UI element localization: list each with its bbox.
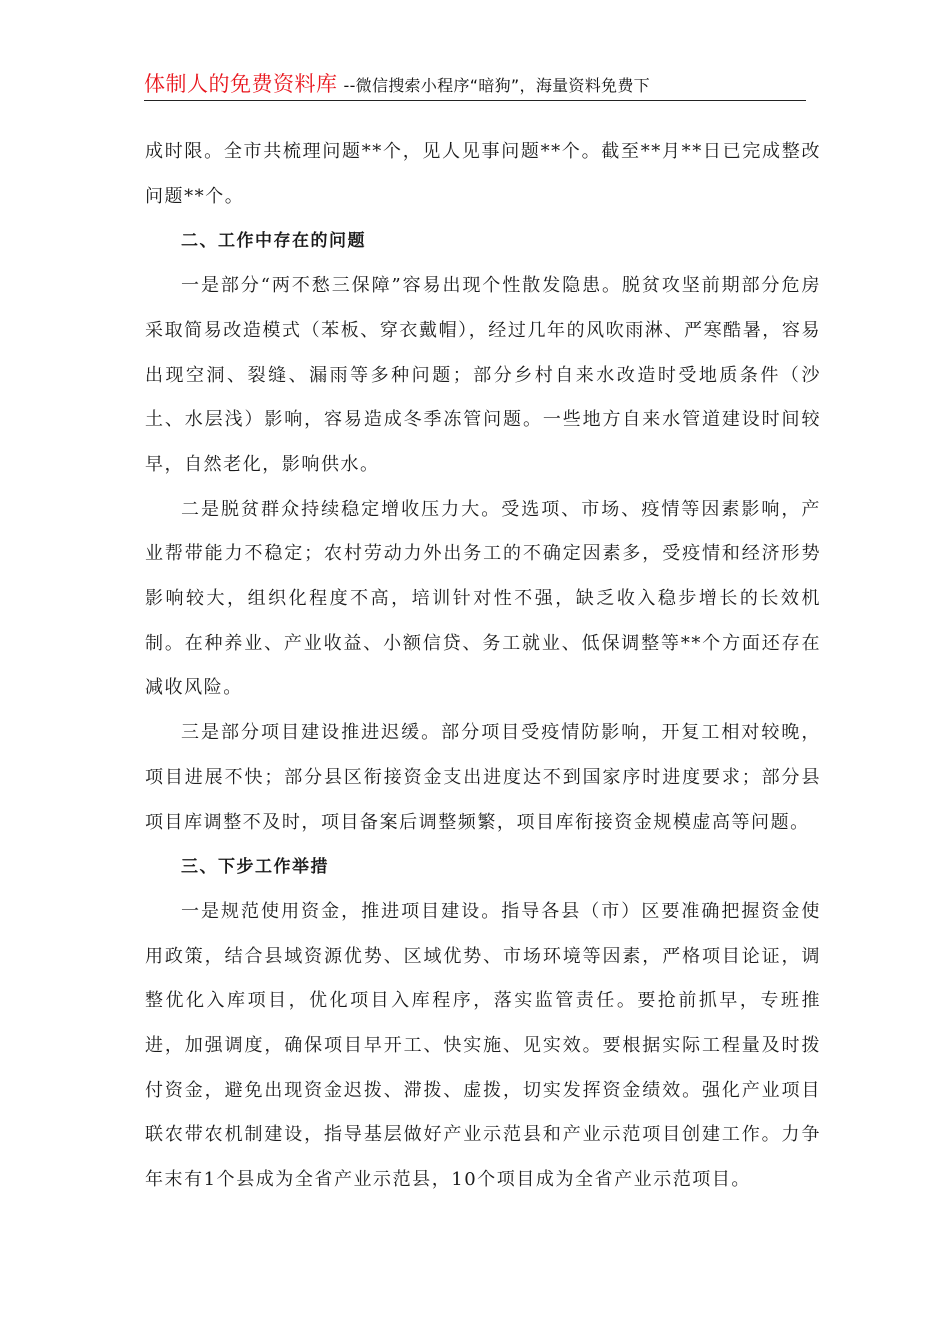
document-body xyxy=(145,130,821,1203)
paragraph-problem-1: 一是部分“两不愁三保障”容易出现个性散发隐患。脱贫攻坚前期部分危房采取简易改造模式（苯板、穿衣戴帽），经过几年的风吹雨淋、严寒酷暑，容易出现空洞、裂缝、漏雨等多种问题；部分乡村自来水改造时受地质条件（沙土、水层浅）影响，容易造成冬季冻管问题。一些地方自来水管道建设时间较早，自然老化，影响供水。 xyxy=(145,275,821,475)
section-heading-problems: 二、工作中存在的问题 xyxy=(181,231,366,252)
paragraph-continuation: 成时限。全市共梳理问题**个，见人见事问题**个。截至**月**日已完成整改问题**个。 xyxy=(145,141,821,207)
paragraph-measure-1: 一是规范使用资金，推进项目建设。指导各县（市）区要准确把握资金使用政策，结合县域资源优势、区域优势、市场环境等因素，严格项目论证，调整优化入库项目，优化项目入库程序，落实监管责任。要抢前抓早，专班推进，加强调度，确保项目早开工、快实施、见实效。要根据实际工程量及时拨付资金，避免出现资金迟拨、滞拨、虚拨，切实发挥资金绩效。强化产业项目联农带农机制建设，指导基层做好产业示范县和产业示范项目创建工作。力争年末有1个县成为全省产业示范县，10个项目成为全省产业示范项目。 xyxy=(145,900,821,1191)
header-tagline: --微信搜索小程序“暗狗”，海量资料免费下 xyxy=(343,76,650,95)
section-heading-next-steps: 三、下步工作举措 xyxy=(181,857,329,878)
page-header xyxy=(144,70,806,101)
paragraph-problem-2: 二是脱贫群众持续稳定增收压力大。受选项、市场、疫情等因素影响，产业帮带能力不稳定；农村劳动力外出务工的不确定因素多，受疫情和经济形势影响较大，组织化程度不高，培训针对性不强，缺乏收入稳步增长的长效机制。在种养业、产业收益、小额信贷、务工就业、低保调整等**个方面还存在减收风险。 xyxy=(145,498,821,699)
paragraph-problem-3: 三是部分项目建设推进迟缓。部分项目受疫情防影响，开复工相对较晚，项目进展不快；部分县区衔接资金支出进度达不到国家序时进度要求；部分县项目库调整不及时，项目备案后调整频繁，项目库衔接资金规模虚高等问题。 xyxy=(145,722,821,833)
header-brand: 体制人的免费资料库 xyxy=(144,72,338,96)
